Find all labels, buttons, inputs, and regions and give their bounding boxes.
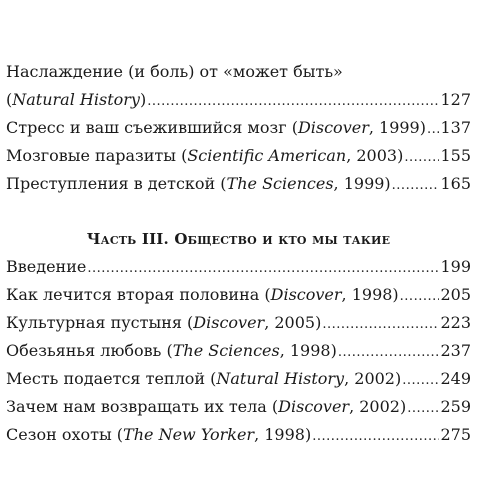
toc-title-text: Зачем нам возвращать их тела ( — [6, 397, 279, 416]
toc-entry-title — [6, 114, 426, 142]
toc-page-number: 137 — [440, 118, 471, 137]
toc-leader-dots — [87, 255, 439, 283]
toc-source-italic: Discover — [270, 285, 342, 304]
toc-entry-title — [6, 393, 406, 421]
toc-entry — [6, 253, 471, 281]
toc-page-number: 127 — [440, 90, 471, 109]
toc-entry — [6, 86, 471, 114]
toc-title-text: Мозговые паразиты ( — [6, 146, 188, 165]
toc-title-text: Введение — [6, 257, 87, 276]
toc-title-text: , 1998) — [341, 285, 399, 304]
toc-title-text: , 2003) — [346, 146, 404, 165]
toc-page-number: 237 — [440, 341, 471, 360]
toc-entry-title — [6, 281, 399, 309]
toc-title-text: , 1998) — [254, 425, 312, 444]
toc-entry-title — [6, 170, 391, 198]
toc-source-italic: The Sciences — [172, 341, 280, 360]
section-spacer — [6, 198, 471, 225]
toc-source-italic: The New Yorker — [123, 425, 255, 444]
toc-title-text: , 1998) — [279, 341, 337, 360]
toc-source-italic: Natural History — [216, 369, 345, 388]
toc-source-italic: Discover — [193, 313, 265, 332]
toc-entry-title — [6, 58, 343, 86]
toc-title-text: Стресс и ваш съежившийся мозг ( — [6, 118, 298, 137]
toc-title-text: Сезон охоты ( — [6, 425, 124, 444]
toc-entry — [6, 114, 471, 142]
toc-entry — [6, 58, 471, 86]
toc-title-text: , 1999) — [368, 118, 426, 137]
toc-entry-title — [6, 86, 146, 114]
toc-title-text: Обезьянья любовь ( — [6, 341, 173, 360]
toc-entry — [6, 393, 471, 421]
toc-page-number: 259 — [440, 397, 471, 416]
toc-title-text: , 2002) — [344, 369, 402, 388]
toc-leader-dots — [404, 144, 439, 172]
toc-page-number: 155 — [440, 146, 471, 165]
toc-entry — [6, 421, 471, 449]
toc-source-italic: Scientific American — [187, 146, 347, 165]
toc-page-number: 223 — [440, 313, 471, 332]
table-of-contents — [6, 58, 471, 449]
toc-entry-title — [6, 365, 401, 393]
toc-page-number: 165 — [440, 174, 471, 193]
toc-source-italic: Natural History — [12, 90, 140, 109]
toc-leader-dots — [402, 367, 439, 395]
toc-source-italic: Discover — [278, 397, 350, 416]
toc-source-italic: The Sciences — [226, 174, 334, 193]
toc-title-text: Месть подается теплой ( — [6, 369, 217, 388]
toc-entry-title — [6, 142, 403, 170]
toc-entry-title — [6, 253, 86, 281]
toc-entry-title — [6, 337, 337, 365]
toc-entry — [6, 365, 471, 393]
toc-page-number: 275 — [440, 425, 471, 444]
toc-leader-dots — [312, 423, 439, 451]
toc-leader-dots — [322, 311, 439, 339]
toc-leader-dots — [407, 395, 439, 423]
toc-page-number: 199 — [440, 257, 471, 276]
toc-title-text: ( — [6, 90, 13, 109]
toc-leader-dots — [392, 172, 440, 200]
toc-title-text: Культурная пустыня ( — [6, 313, 194, 332]
toc-leader-dots — [338, 339, 440, 367]
toc-page-number: 205 — [440, 285, 471, 304]
toc-entry — [6, 170, 471, 198]
toc-entry — [6, 142, 471, 170]
toc-entry-title — [6, 421, 311, 449]
toc-title-text: Как лечится вторая половина ( — [6, 285, 271, 304]
toc-entry-title — [6, 309, 321, 337]
part-heading: Часть III. Общество и кто мы такие — [86, 230, 391, 248]
toc-leader-dots — [400, 283, 440, 311]
toc-entry — [6, 309, 471, 337]
toc-source-italic: Discover — [297, 118, 369, 137]
toc-entry — [6, 281, 471, 309]
toc-leader-dots — [147, 88, 439, 116]
toc-title-text: Преступления в детской ( — [6, 174, 227, 193]
toc-leader-dots — [427, 116, 439, 144]
toc-entry — [6, 337, 471, 365]
toc-title-text: ) — [139, 90, 147, 109]
toc-title-text: , 1999) — [333, 174, 391, 193]
toc-title-text: , 2002) — [349, 397, 407, 416]
toc-title-text: , 2005) — [264, 313, 322, 332]
toc-title-text: Наслаждение (и боль) от «может быть» — [6, 62, 343, 81]
toc-page-number: 249 — [440, 369, 471, 388]
